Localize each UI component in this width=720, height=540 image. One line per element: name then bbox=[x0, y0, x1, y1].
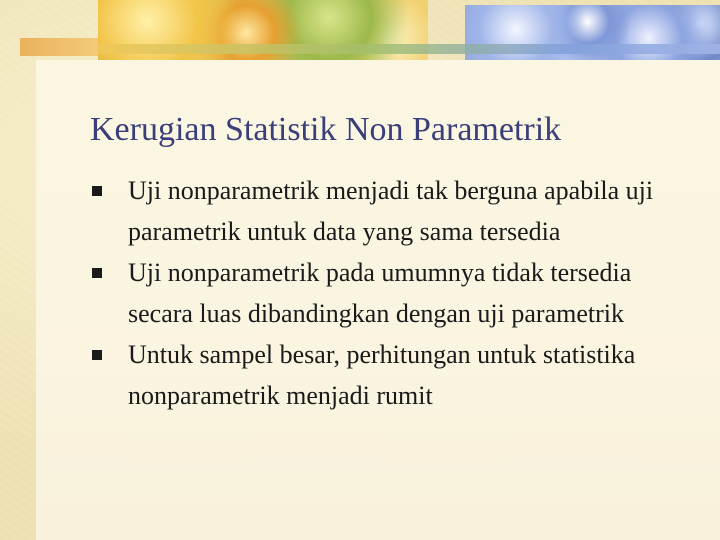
decorative-floral-banner bbox=[20, 0, 720, 60]
banner-stripe bbox=[98, 44, 720, 54]
banner-left-accent bbox=[20, 38, 98, 56]
bullet-text: Uji nonparametrik menjadi tak berguna apabila uji parametrik untuk data yang sama tersedia bbox=[128, 176, 654, 246]
list-item bbox=[90, 170, 680, 252]
bullet-text: Uji nonparametrik pada umumnya tidak tersedia secara luas dibandingkan dengan uji parametrik bbox=[128, 258, 632, 328]
list-item bbox=[90, 334, 680, 416]
square-bullet-icon bbox=[92, 268, 102, 278]
bullet-list bbox=[90, 170, 680, 416]
bullet-text: Untuk sampel besar, perhitungan untuk statistika nonparametrik menjadi rumit bbox=[128, 340, 636, 410]
list-item bbox=[90, 252, 680, 334]
square-bullet-icon bbox=[92, 186, 102, 196]
square-bullet-icon bbox=[92, 350, 102, 360]
slide-title: Kerugian Statistik Non Parametrik bbox=[90, 111, 562, 148]
